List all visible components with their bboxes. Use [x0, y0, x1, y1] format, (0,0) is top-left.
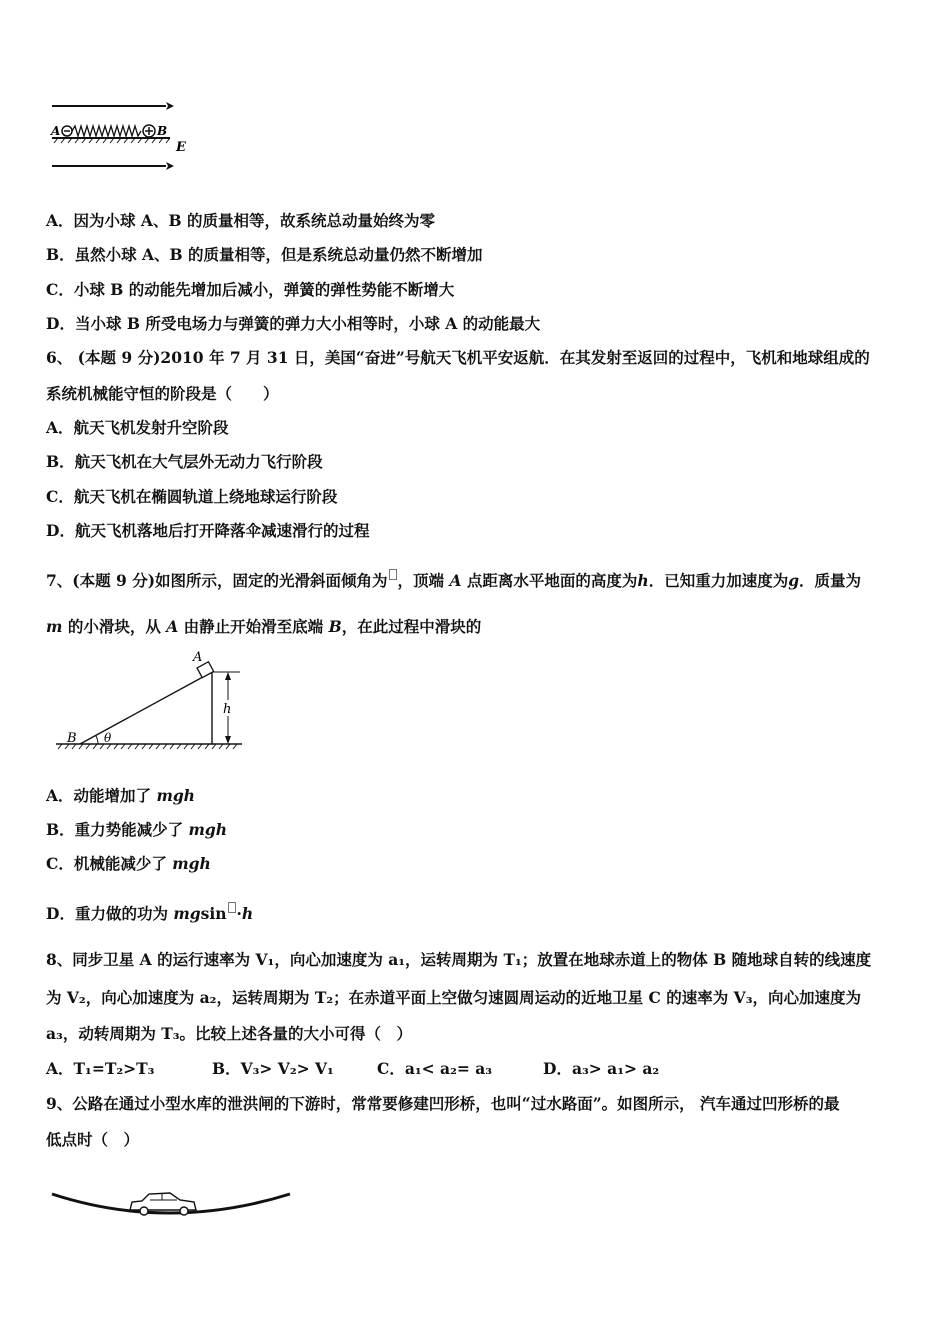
incline-label-b: B: [67, 731, 77, 746]
q7-option-b: B．重力势能减少了 mgh: [46, 820, 228, 839]
q6-option-a: A．航天飞机发射升空阶段: [46, 418, 229, 437]
q7-option-d: D．重力做的功为 mgsin ·h: [46, 902, 253, 924]
q7-option-c: C．机械能减少了 mgh: [46, 854, 211, 873]
q9-stem-line1: 9、公路在通过小型水库的泄洪闸的下游时，常常要修建凹形桥，也叫“过水路面”。如图所示， 汽车通过凹形桥的最: [46, 1094, 840, 1113]
field-e-label: E: [176, 140, 186, 155]
ball-a-label: A: [51, 124, 61, 138]
incline-figure: [50, 646, 250, 756]
q8-stem-line3: a₃，动转周期为 T₃。比较上述各量的大小可得（ ）: [46, 1024, 413, 1043]
missing-theta-glyph: [389, 569, 397, 580]
q7-stem-line2: m 的小滑块，从 A 由静止开始滑至底端 B，在此过程中滑块的: [46, 617, 482, 636]
concave-bridge-figure: [48, 1180, 298, 1230]
spring-field-figure: [46, 95, 196, 175]
q6-option-b: B．航天飞机在大气层外无动力飞行阶段: [46, 452, 323, 471]
q5-option-a: A．因为小球 A、B 的质量相等，故系统总动量始终为零: [46, 211, 435, 230]
q8-option-b: B．V₃> V₂> V₁: [212, 1059, 334, 1078]
q5-option-d: D．当小球 B 所受电场力与弹簧的弹力大小相等时，小球 A 的动能最大: [46, 314, 541, 333]
q5-option-b: B．虽然小球 A、B 的质量相等，但是系统总动量仍然不断增加: [46, 245, 483, 264]
q6-stem-line1: 6、 (本题 9 分)2010 年 7 月 31 日，美国“奋进”号航天飞机平安返航．在其发射至返回的过程中，飞机和地球组成的: [46, 348, 870, 367]
ball-b-label: B: [157, 124, 168, 138]
q9-stem-line2: 低点时（ ）: [46, 1130, 140, 1149]
missing-theta-glyph-2: [228, 902, 236, 913]
incline-label-theta: θ: [104, 731, 112, 745]
q8-stem-line1: 8、同步卫星 A 的运行速率为 V₁，向心加速度为 a₁，运转周期为 T₁；放置在地球赤道上的物体 B 随地球自转的线速度: [46, 950, 872, 969]
q8-option-c: C．a₁< a₂= a₃: [377, 1059, 493, 1078]
q5-option-c: C．小球 B 的动能先增加后减小，弹簧的弹性势能不断增大: [46, 280, 455, 299]
q6-option-d: D．航天飞机落地后打开降落伞减速滑行的过程: [46, 521, 370, 540]
q7-option-a: A．动能增加了 mgh: [46, 786, 195, 805]
q8-option-d: D．a₃> a₁> a₂: [543, 1059, 660, 1078]
q6-stem-line2: 系统机械能守恒的阶段是（ ）: [46, 384, 279, 403]
incline-label-a: A: [193, 650, 203, 665]
q6-option-c: C．航天飞机在椭圆轨道上绕地球运行阶段: [46, 487, 338, 506]
incline-label-h: h: [223, 702, 232, 717]
q7-stem-line1: 7、(本题 9 分)如图所示，固定的光滑斜面倾角为 ，顶端 A 点距离水平地面的高度为h．已知重力加速度为g．质量为: [46, 569, 861, 591]
q8-stem-line2: 为 V₂，向心加速度为 a₂，运转周期为 T₂；在赤道平面上空做匀速圆周运动的近地卫星 C 的速率为 V₃，向心加速度为: [46, 988, 862, 1007]
q7-stem-text: 7、(本题 9 分)如图所示，固定的光滑斜面倾角为: [46, 571, 388, 591]
q8-option-a: A．T₁=T₂>T₃: [46, 1059, 155, 1078]
